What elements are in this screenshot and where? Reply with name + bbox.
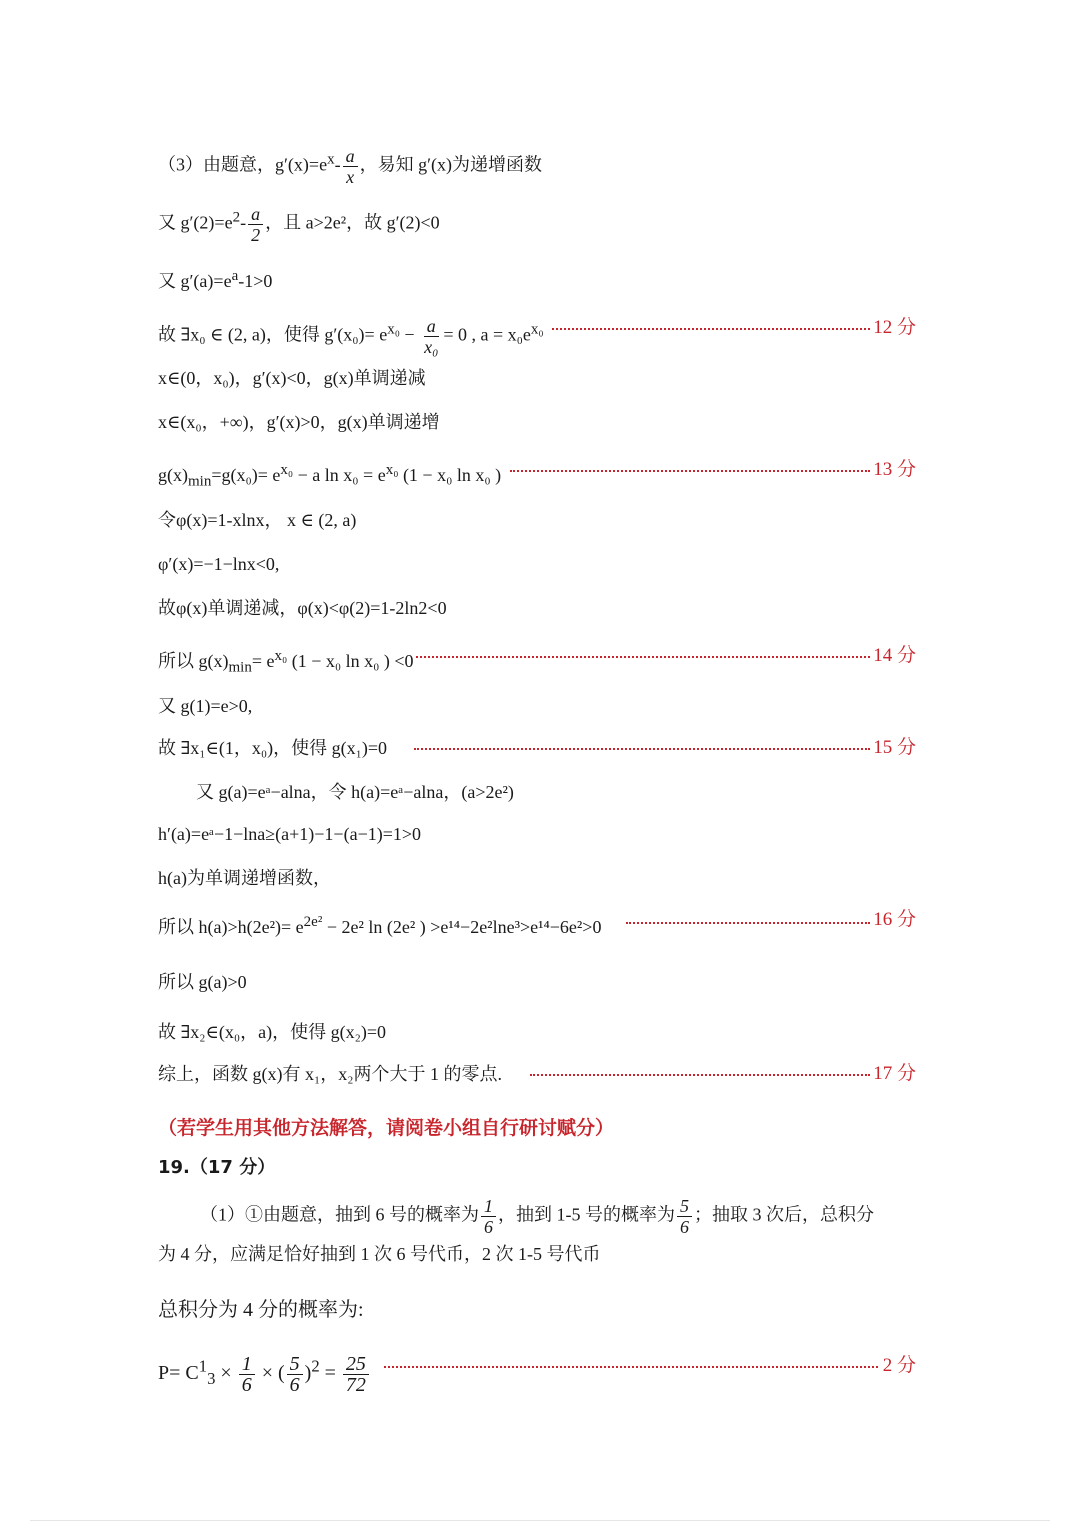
superscript: x₀ bbox=[280, 462, 294, 478]
line-probability-formula bbox=[158, 1354, 371, 1395]
score-mark: 12 分 bbox=[873, 317, 916, 338]
numerator: 25 bbox=[343, 1354, 369, 1375]
score-leader-dots bbox=[416, 656, 870, 658]
fraction bbox=[421, 316, 441, 357]
score-leader-dots bbox=[384, 1366, 878, 1368]
denominator: 2 bbox=[251, 225, 261, 245]
text: 总积分为 4 分的概率为: bbox=[158, 1299, 364, 1321]
line-exists-x0 bbox=[158, 316, 544, 357]
numerator: a bbox=[343, 146, 358, 167]
text: 所以 g(x) bbox=[158, 651, 229, 671]
numerator: 1 bbox=[481, 1196, 496, 1217]
line-total-score bbox=[158, 1298, 364, 1322]
numerator: 5 bbox=[677, 1196, 692, 1217]
text: 故 ∃x₁∈(1，x₀)，使得 g(x₁)=0 bbox=[158, 738, 388, 758]
text: − a ln x₀ = e bbox=[293, 465, 386, 485]
denominator: 6 bbox=[241, 1374, 252, 1396]
numerator: a bbox=[424, 316, 439, 337]
line-phi-prime bbox=[158, 552, 279, 576]
fraction bbox=[239, 1354, 255, 1395]
line-g-min-negative bbox=[158, 644, 414, 680]
subscript: min bbox=[228, 659, 252, 676]
denominator: 6 bbox=[680, 1217, 689, 1237]
text: 所以 h(a)>h(2e²)= e bbox=[158, 917, 304, 937]
line-decreasing bbox=[158, 366, 426, 390]
superscript: x₀ bbox=[387, 321, 400, 338]
line-g1 bbox=[158, 694, 252, 718]
line-probabilities bbox=[200, 1196, 874, 1237]
score-leader-dots bbox=[510, 470, 870, 472]
text: φ′(x)=−1−lnx<0, bbox=[158, 554, 280, 574]
line-exists-x1 bbox=[158, 736, 387, 760]
text: 所以 g(a)>0 bbox=[158, 972, 247, 992]
superscript: 2 bbox=[232, 209, 241, 226]
superscript: x₀ bbox=[530, 321, 544, 338]
line-g-a-positive bbox=[158, 970, 247, 994]
score-leader-dots bbox=[552, 328, 870, 330]
text: h′(a)=eᵃ−1−lna≥(a+1)−1−(a−1)=1>0 bbox=[158, 824, 422, 844]
denominator: 72 bbox=[345, 1374, 366, 1396]
text: g(x) bbox=[158, 465, 188, 485]
superscript: 1 bbox=[198, 1356, 208, 1376]
subscript: min bbox=[188, 473, 212, 490]
superscript: 2 bbox=[311, 1356, 320, 1376]
score-leader-dots bbox=[414, 748, 870, 750]
text: - bbox=[334, 154, 341, 175]
line-phi-decreasing bbox=[158, 596, 447, 620]
text: − bbox=[399, 324, 420, 345]
line-h-increasing bbox=[158, 866, 331, 890]
text: ，易知 g′(x)为递增函数 bbox=[359, 154, 543, 175]
denominator: x bbox=[346, 167, 355, 187]
text: （若学生用其他方法解答，请阅卷小组自行研讨赋分） bbox=[158, 1117, 615, 1139]
text: = e bbox=[251, 651, 275, 671]
text: ，抽到 1-5 号的概率为 bbox=[498, 1204, 675, 1225]
text: = bbox=[319, 1362, 341, 1385]
page-bottom-rule bbox=[30, 1520, 1050, 1521]
text: (1 − x₀ ln x₀ ) <0 bbox=[287, 651, 414, 671]
text: 为 4 分，应满足恰好抽到 1 次 6 号代币，2 次 1-5 号代币 bbox=[158, 1244, 601, 1264]
fraction bbox=[287, 1354, 303, 1395]
score-mark: 13 分 bbox=[873, 459, 916, 480]
text: = 0 , a = x₀e bbox=[443, 324, 531, 345]
score-mark: 17 分 bbox=[873, 1063, 916, 1084]
fraction bbox=[343, 146, 358, 187]
denominator: x₀ bbox=[424, 337, 439, 357]
text: x∈(x₀，+∞)，g′(x)>0，g(x)单调递增 bbox=[158, 412, 440, 432]
line-condition bbox=[158, 1242, 601, 1266]
text: （3）由题意，g′(x)=e bbox=[158, 154, 328, 175]
text: 综上，函数 g(x)有 x₁，x₂两个大于 1 的零点. bbox=[158, 1064, 503, 1084]
superscript: a bbox=[231, 268, 239, 284]
text: - bbox=[240, 212, 247, 233]
score-mark: 2 分 bbox=[882, 1355, 916, 1376]
text: 故φ(x)单调递减，φ(x)<φ(2)=1-2ln2<0 bbox=[158, 598, 447, 618]
subscript: 3 bbox=[207, 1369, 216, 1389]
score-leader-dots bbox=[626, 922, 870, 924]
line-increasing bbox=[158, 410, 440, 434]
grading-note bbox=[158, 1116, 614, 1140]
line-g-min bbox=[158, 458, 501, 494]
score-mark: 14 分 bbox=[873, 645, 916, 666]
text: 令φ(x)=1-xlnx， x ∈ (2, a) bbox=[158, 510, 357, 530]
question-19-heading bbox=[158, 1156, 275, 1180]
line-phi-def bbox=[158, 508, 356, 532]
text: 19.（17 分） bbox=[158, 1157, 276, 1178]
superscript: x₀ bbox=[385, 462, 399, 478]
text: − 2e² ln (2e² ) >e¹⁴−2e²lne³>e¹⁴−6e²>0 bbox=[322, 917, 602, 937]
fraction bbox=[677, 1196, 692, 1237]
line-h-prime bbox=[158, 822, 421, 846]
superscript: x bbox=[327, 151, 335, 168]
text: × bbox=[215, 1362, 237, 1385]
numerator: 1 bbox=[239, 1354, 255, 1375]
score-leader-dots bbox=[530, 1074, 870, 1076]
text: （1）①由题意，抽到 6 号的概率为 bbox=[200, 1204, 479, 1225]
fraction bbox=[343, 1354, 369, 1395]
text: 又 g(1)=e>0, bbox=[158, 696, 253, 716]
text: ，且 a>2e²，故 g′(2)<0 bbox=[265, 212, 440, 233]
line-h-bound bbox=[158, 910, 601, 939]
text: 又 g(a)=eᵃ−alna，令 h(a)=eᵃ−alna，(a>2e²) bbox=[196, 782, 514, 802]
line-g-prime-def bbox=[158, 146, 542, 187]
text: x∈(0，x₀)，g′(x)<0，g(x)单调递减 bbox=[158, 368, 426, 388]
line-g-prime-2 bbox=[158, 204, 440, 245]
text: h(a)为单调递增函数， bbox=[158, 868, 331, 888]
denominator: 6 bbox=[289, 1374, 300, 1396]
line-exists-x2 bbox=[158, 1020, 386, 1044]
line-h-def bbox=[196, 780, 514, 804]
denominator: 6 bbox=[484, 1217, 493, 1237]
text: 故 ∃x₀ ∈ (2, a)，使得 g′(x₀)= e bbox=[158, 324, 388, 345]
fraction bbox=[481, 1196, 496, 1237]
text: ) bbox=[304, 1362, 312, 1385]
text: P= C bbox=[158, 1362, 199, 1385]
text: ；抽取 3 次后，总积分 bbox=[694, 1204, 874, 1225]
score-mark: 15 分 bbox=[873, 737, 916, 758]
text: -1>0 bbox=[238, 271, 273, 291]
numerator: a bbox=[248, 204, 263, 225]
numerator: 5 bbox=[287, 1354, 303, 1375]
score-mark: 16 分 bbox=[873, 909, 916, 930]
line-g-prime-a bbox=[158, 264, 272, 293]
text: × ( bbox=[256, 1362, 285, 1385]
superscript: x₀ bbox=[274, 648, 288, 664]
text: =g(x₀)= e bbox=[211, 465, 281, 485]
text: 又 g′(a)=e bbox=[158, 271, 232, 291]
line-conclusion bbox=[158, 1062, 502, 1086]
superscript: 2e² bbox=[303, 914, 323, 930]
text: 故 ∃x₂∈(x₀，a)，使得 g(x₂)=0 bbox=[158, 1022, 387, 1042]
text: 又 g′(2)=e bbox=[158, 212, 233, 233]
text: (1 − x₀ ln x₀ ) bbox=[398, 465, 502, 485]
fraction bbox=[248, 204, 263, 245]
